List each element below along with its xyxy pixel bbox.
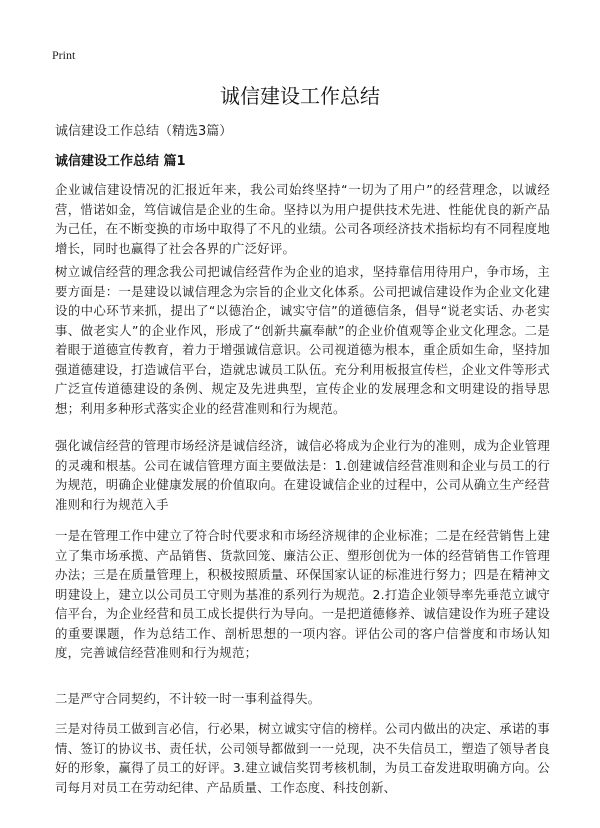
document-title: 诚信建设工作总结 (220, 84, 380, 108)
paragraph: 树立诚信经营的理念我公司把诚信经营作为企业的追求，坚持靠信用待用户，争市场，主要方面是：一是建设以诚信理念为宗旨的企业文化体系。公司把诚信建设作为企业文化建设的中心环节来抓，提出了“以德治企，诚实守信”的道德信条，倡导“说老实话、办老实事、做老实人”的企业作风，形成了“创新共赢奉献”的企业价值观等企业文化理念。二是着眼于道德宣传教育，着力于增强诚信意识。公司视道德为根本，重企质如生命，坚持加强道德建设，打造诚信平台，造就忠诚员工队伍。充分利用板报宣传栏，企业文件等形式广泛宣传道德建设的条例、规定及先进典型，宣传企业的发展理念和文明建设的指导思想；利用多种形式落实企业的经营准则和行为规范。 (55, 264, 550, 416)
paragraph: 一是在管理工作中建立了符合时代要求和市场经济规律的企业标准；二是在经营销售上建立了集市场承揽、产品销售、货款回笼、廉洁公正、塑形创优为一体的经营销售工作管理办法；三是在质量管理上，积极按照质量、环保国家认证的标准进行努力；四是在精神文明建设上，建立以公司员工守则为基准的系列行为规范。2.打造企业领导率先垂范立诚守信平台，为企业经营和员工成长提供行为导向。一是把道德修养、诚信建设作为班子建设的重要课题，作为总结工作、剖析思想的一项内容。评估公司的客户信誉度和市场认知度，完善诚信经营准则和行为规范； (55, 528, 550, 660)
paragraph: 三是对待员工做到言必信，行必果，树立诚实守信的榜样。公司内做出的决定、承诺的事情、签订的协议书、责任状，公司领导都做到一一兑现，决不失信员工，塑造了领导者良好的形象，赢得了员工的好评。3.建立诚信奖罚考核机制，为员工奋发进取明确方向。公司每月对员工在劳动纪律、产品质量、工作态度、科技创新、 (55, 721, 550, 795)
document-subtitle: 诚信建设工作总结（精选3篇） (55, 124, 233, 139)
print-link[interactable]: Print (52, 48, 76, 62)
paragraph: 强化诚信经营的管理市场经济是诚信经济，诚信必将成为企业行为的准则，成为企业管理的灵魂和根基。公司在诚信管理方面主要做法是：1.创建诚信经营准则和企业与员工的行为规范，明确企业健康发展的价值取向。在建设诚信企业的过程中，公司从确立生产经营准则和行为规范入手 (55, 438, 550, 512)
paragraph: 二是严守合同契约，不计较一时一事利益得失。 (55, 691, 321, 706)
section-heading: 诚信建设工作总结 篇1 (55, 154, 186, 169)
paragraph: 企业诚信建设情况的汇报近年来，我公司始终坚持“一切为了用户”的经营理念，以诚经营，惜诺如金，笃信诚信是企业的生命。坚持以为用户提供技术先进、性能优良的新产品为己任，在不断变换的市场中取得了不凡的业绩。公司各项经济技术指标均有不同程度地增长，同时也赢得了社会各界的广泛好评。 (55, 182, 550, 256)
